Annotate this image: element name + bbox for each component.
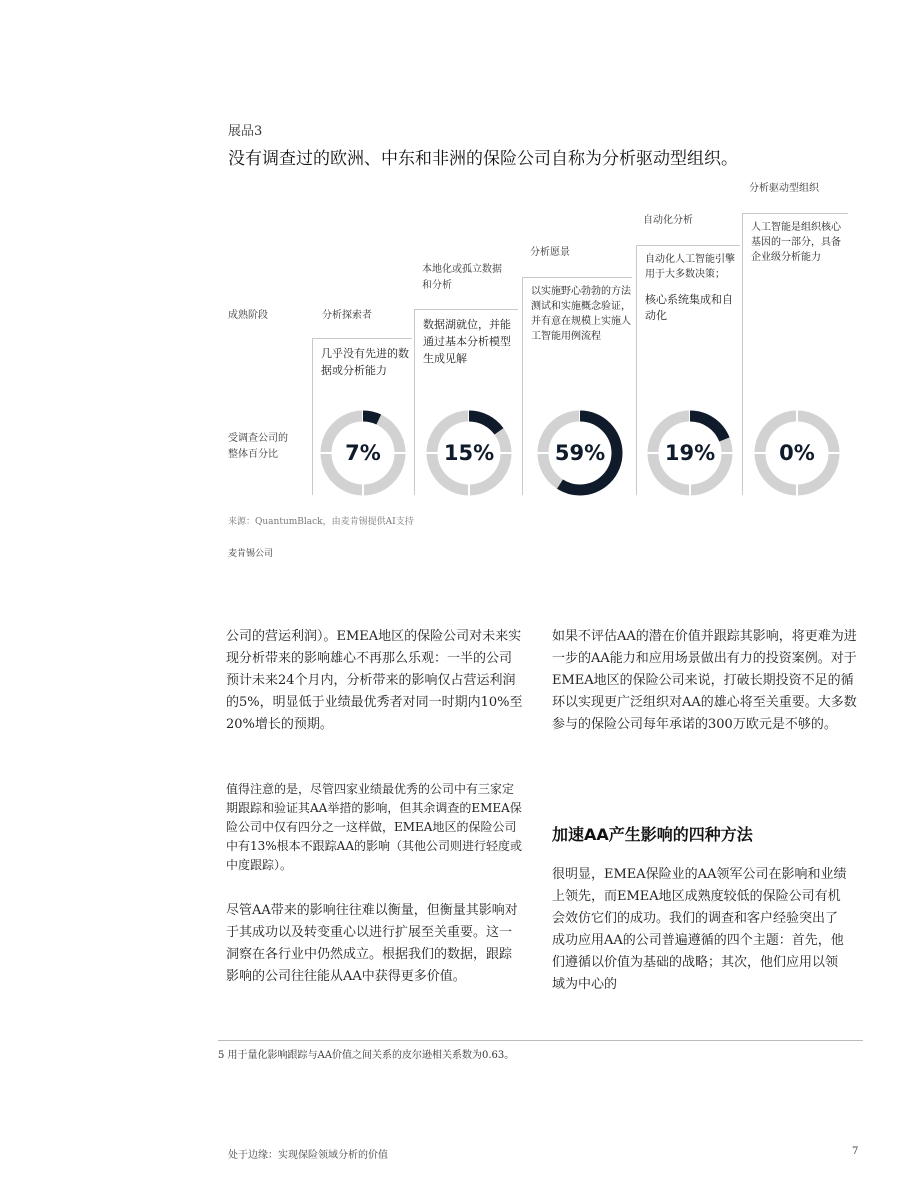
stage-title-5: 分析驱动型组织	[749, 183, 819, 194]
footnote: 5 用于量化影响跟踪与AA价值之间关系的皮尔逊相关系数为0.63。	[218, 1050, 515, 1061]
stage-desc-4: 自动化人工智能引擎用于大多数决策； 核心系统集成和自动化	[636, 245, 740, 399]
stage-divider-4	[636, 399, 637, 495]
exhibit-label: 展品3	[228, 124, 263, 139]
exhibit-title: 没有调查过的欧洲、中东和非洲的保险公司自称为分析驱动型组织。	[228, 149, 738, 169]
stage-divider-5	[742, 399, 743, 495]
left-paragraph-3: 尽管AA带来的影响往往难以衡量，但衡量其影响对于其成功以及转变重心以进行扩展至关重要。这一洞察在各行业中仍然成立。根据我们的数据，跟踪影响的公司往往能从AA中获得更多价值。	[226, 903, 518, 984]
stage-desc-3: 以实施野心勃勃的方法测试和实施概念验证，并有意在规模上实施人工智能用例流程	[522, 277, 632, 399]
footnote-divider	[218, 1040, 863, 1041]
donut-label-3: 59%	[554, 441, 606, 465]
section-heading: 加速AA产生影响的四种方法	[552, 825, 753, 844]
stage-divider-1	[312, 398, 313, 495]
maturity-chart	[0, 0, 920, 560]
right-paragraph-1: 如果不评估AA的潜在价值并跟踪其影响，将更难为进一步的AA能力和应用场景做出有力的投资案例。对于EMEA地区的保险公司来说，打破长期投资不足的循环以实现更广泛组织对AA的雄心将至关重要。大多数参与的保险公司每年承诺的300万欧元是不够的。	[552, 629, 857, 732]
donut-label-1: 7%	[345, 441, 381, 465]
page-number: 7	[852, 1146, 859, 1157]
stage-divider-3	[522, 399, 523, 495]
stage-title-2: 本地化或孤立数据和分析	[422, 264, 502, 291]
stage-desc-5: 人工智能是组织核心基因的一部分，具备企业级分析能力	[742, 213, 848, 399]
donut-label-5: 0%	[779, 441, 815, 465]
donut-2	[424, 408, 514, 498]
percent-label-line1: 受调查公司的	[228, 433, 288, 444]
stage-desc-1: 几乎没有先进的数据或分析能力	[312, 338, 412, 398]
donut-label-4: 19%	[664, 441, 716, 465]
right-paragraph-2: 很明显，EMEA保险业的AA领军公司在影响和业绩上领先，而EMEA地区成熟度较低的保险公司有机会效仿它们的成功。我们的调查和客户经验突出了成功应用AA的公司普遍遵循的四个主题：首先，他们遵循以价值为基础的战略；其次，他们应用以领域为中心的	[552, 867, 847, 992]
donut-4	[645, 408, 735, 498]
maturity-stage-label: 成熟阶段	[228, 310, 268, 321]
donut-1	[318, 408, 408, 498]
stage-desc-2: 数据湖就位，并能通过基本分析模型生成见解	[414, 309, 518, 399]
chart-source: 来源：QuantumBlack，由麦肯锡提供AI支持	[228, 517, 414, 527]
donut-label-2: 15%	[443, 441, 495, 465]
footer-title: 处于边缘：实现保险领域分析的价值	[228, 1150, 388, 1161]
stage-title-1: 分析探索者	[322, 310, 372, 321]
stage-title-3: 分析愿景	[530, 247, 570, 258]
stage-title-4: 自动化分析	[643, 215, 693, 226]
company-name: 麦肯锡公司	[228, 549, 274, 559]
percent-label-line2: 整体百分比	[228, 449, 278, 460]
stage-divider-2	[414, 399, 415, 495]
left-paragraph-1: 公司的营运利润）。EMEA地区的保险公司对未来实现分析带来的影响雄心不再那么乐观：一半的公司预计未来24个月内，分析带来的影响仅占营运利润的5%，明显低于业绩最优秀者对同一时期内10%至20%增长的预期。	[226, 629, 523, 732]
donut-3	[535, 408, 625, 498]
donut-5	[752, 408, 842, 498]
left-paragraph-2: 值得注意的是，尽管四家业绩最优秀的公司中有三家定期跟踪和验证其AA举措的影响，但其余调查的EMEA保险公司中仅有四分之一这样做，EMEA地区的保险公司中有13%根本不跟踪AA的影响（其他公司则进行轻度或中度跟踪）。	[226, 782, 523, 872]
